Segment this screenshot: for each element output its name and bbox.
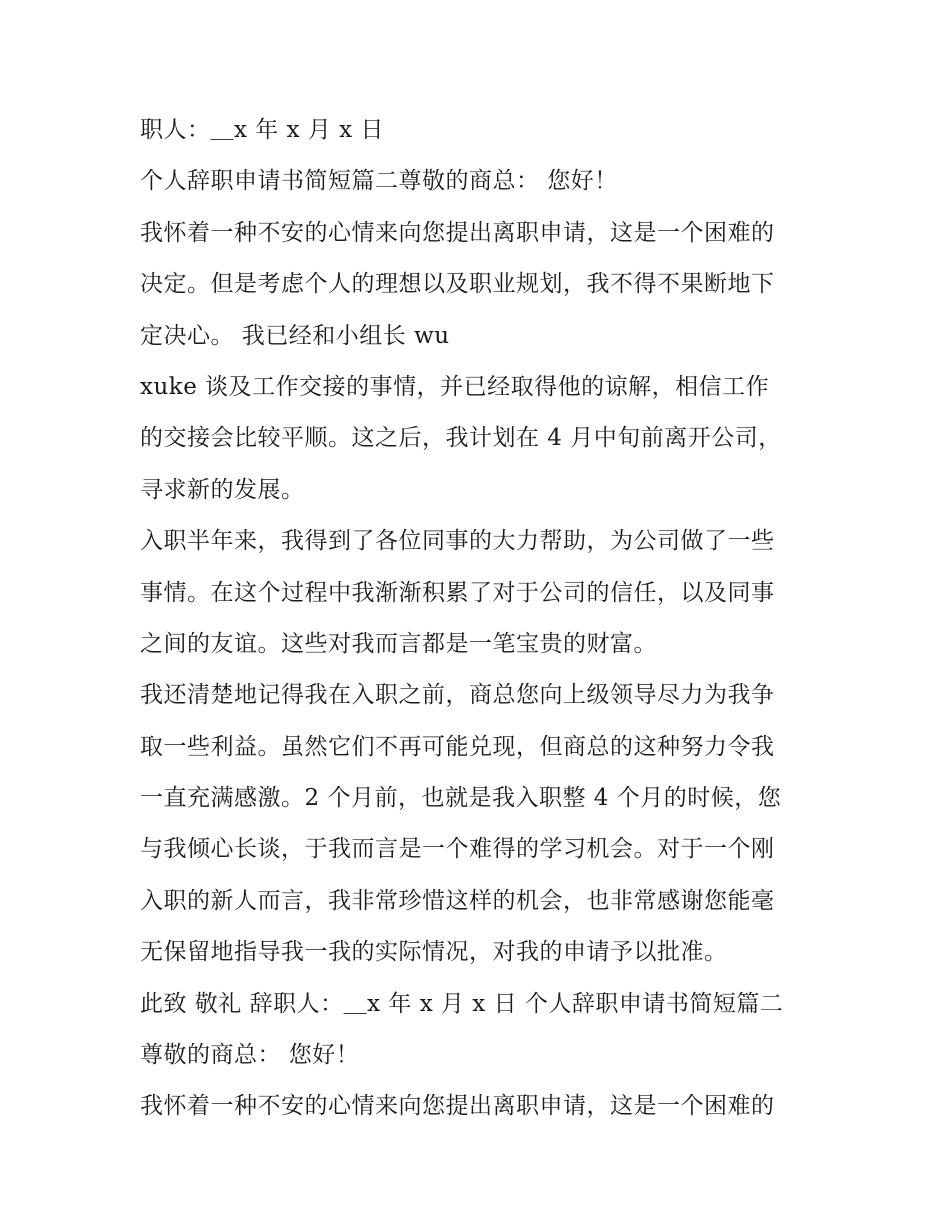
text-line: 之间的友谊。这些对我而言都是一笔宝贵的财富。	[140, 630, 657, 657]
text-line: 我怀着一种不安的心情来向您提出离职申请，这是一个困难的	[140, 1093, 775, 1120]
text-line: xuke 谈及工作交接的事情，并已经取得他的谅解，相信工作	[140, 373, 770, 400]
text-line: 事情。在这个过程中我渐渐积累了对于公司的信任，以及同事	[140, 579, 775, 606]
text-line: 决定。但是考虑个人的理想以及职业规划，我不得不果断地下	[140, 271, 775, 298]
text-line: 取一些利益。虽然它们不再可能兑现，但商总的这种努力令我	[140, 733, 775, 760]
text-line: 定决心。 我已经和小组长 wu	[140, 322, 450, 349]
text-line: 寻求新的发展。	[140, 476, 305, 503]
text-line: 与我倾心长谈，于我而言是一个难得的学习机会。对于一个刚	[140, 836, 775, 863]
text-line: 的交接会比较平顺。这之后，我计划在 4 月中旬前离开公司，	[140, 425, 782, 452]
text-line: 尊敬的商总： 您好！	[140, 1042, 360, 1069]
text-line: 我还清楚地记得我在入职之前，商总您向上级领导尽力为我争	[140, 682, 775, 709]
text-line: 入职半年来，我得到了各位同事的大力帮助，为公司做了一些	[140, 528, 775, 555]
text-line: 一直充满感激。2 个月前，也就是我入职整 4 个月的时候，您	[140, 785, 782, 812]
text-line: 我怀着一种不安的心情来向您提出离职申请，这是一个困难的	[140, 219, 775, 246]
text-line: 职人：＿x 年 x 月 x 日	[140, 117, 384, 143]
document-body	[140, 108, 820, 1136]
text-line: 无保留地指导我一我的实际情况，对我的申请予以批准。	[140, 939, 728, 966]
text-line: 个人辞职申请书简短篇二尊敬的商总： 您好！	[140, 168, 618, 195]
text-line: 此致 敬礼 辞职人：＿x 年 x 月 x 日 个人辞职申请书简短篇二	[140, 990, 784, 1017]
text-line: 入职的新人而言，我非常珍惜这样的机会，也非常感谢您能毫	[140, 887, 775, 914]
